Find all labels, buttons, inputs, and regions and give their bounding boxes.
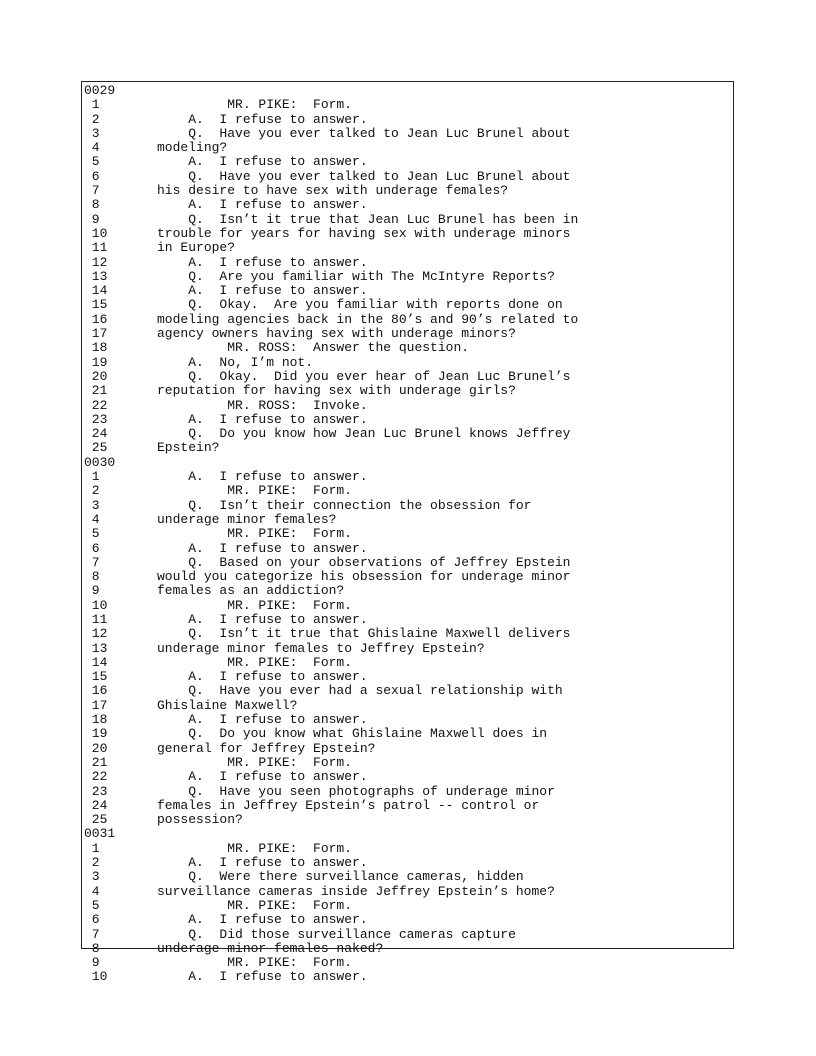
transcript-line (84, 270, 729, 284)
line-number: 21 (84, 755, 108, 770)
transcript-line (84, 942, 729, 956)
line-number: 10 (84, 598, 108, 613)
line-number: 1 (84, 841, 100, 856)
line-number: 15 (84, 298, 108, 313)
line-number: 24 (84, 798, 108, 813)
line-text: A. I refuse to answer. (118, 470, 368, 485)
transcript-line (84, 584, 729, 598)
transcript-line (84, 928, 729, 942)
line-number: 15 (84, 670, 108, 685)
page-number: 0031 (84, 827, 116, 842)
transcript-line (84, 155, 729, 169)
line-number: 25 (84, 813, 108, 828)
line-number: 4 (84, 512, 100, 527)
transcript-line (84, 670, 729, 684)
line-text: modeling agencies back in the 80’s and 90’s related to (118, 312, 579, 327)
transcript-line (84, 713, 729, 727)
line-number: 5 (84, 898, 100, 913)
line-text: A. I refuse to answer. (118, 155, 368, 170)
line-text: females as an addiction? (118, 584, 345, 599)
line-number: 21 (84, 384, 108, 399)
transcript-line (84, 113, 729, 127)
line-text: Q. Were there surveillance cameras, hidden (118, 870, 524, 885)
line-text: A. I refuse to answer. (118, 255, 368, 270)
transcript-line (84, 298, 729, 312)
line-text: Q. Isn’t it true that Ghislaine Maxwell delivers (118, 627, 571, 642)
transcript-line (84, 399, 729, 413)
transcript-line (84, 627, 729, 641)
line-number: 2 (84, 112, 100, 127)
line-number: 13 (84, 641, 108, 656)
transcript-line (84, 756, 729, 770)
line-number: 7 (84, 184, 100, 199)
line-text: underage minor females naked? (118, 941, 384, 956)
line-number: 19 (84, 727, 108, 742)
line-number: 22 (84, 398, 108, 413)
transcript-line (84, 913, 729, 927)
line-text: MR. PIKE: Form. (118, 484, 353, 499)
line-number: 3 (84, 870, 100, 885)
line-number: 18 (84, 341, 108, 356)
line-text: underage minor females? (118, 512, 337, 527)
transcript-line (84, 499, 729, 513)
line-text: MR. PIKE: Form. (118, 655, 353, 670)
line-text: A. No, I’m not. (118, 355, 314, 370)
line-text: Q. Have you ever talked to Jean Luc Brunel about (118, 169, 571, 184)
transcript-line (84, 527, 729, 541)
line-text: surveillance cameras inside Jeffrey Epstein’s home? (118, 884, 555, 899)
line-number: 4 (84, 884, 100, 899)
line-number: 23 (84, 412, 108, 427)
transcript-line (84, 513, 729, 527)
transcript-line (84, 956, 729, 970)
transcript-line (84, 256, 729, 270)
line-text: A. I refuse to answer. (118, 770, 368, 785)
line-number: 5 (84, 527, 100, 542)
line-number: 14 (84, 284, 108, 299)
line-number: 2 (84, 856, 100, 871)
transcript-line (84, 656, 729, 670)
line-text: trouble for years for having sex with underage minors (118, 226, 571, 241)
line-number: 6 (84, 913, 100, 928)
line-text: A. I refuse to answer. (118, 856, 368, 871)
line-text: Q. Okay. Are you familiar with reports done on (118, 298, 563, 313)
line-number: 18 (84, 713, 108, 728)
line-number: 8 (84, 198, 100, 213)
transcript-line (84, 856, 729, 870)
line-text: MR. ROSS: Answer the question. (118, 341, 470, 356)
line-text: Q. Isn’t their connection the obsession for (118, 498, 532, 513)
transcript-line (84, 427, 729, 441)
transcript-line (84, 127, 729, 141)
line-text: MR. PIKE: Form. (118, 755, 353, 770)
line-number: 14 (84, 655, 108, 670)
line-number: 20 (84, 741, 108, 756)
line-text: agency owners having sex with underage minors? (118, 327, 516, 342)
line-number: 12 (84, 255, 108, 270)
line-number: 3 (84, 126, 100, 141)
line-text: MR. PIKE: Form. (118, 527, 353, 542)
line-text: MR. PIKE: Form. (118, 598, 353, 613)
line-text: MR. PIKE: Form. (118, 956, 353, 971)
line-number: 20 (84, 369, 108, 384)
line-number: 7 (84, 927, 100, 942)
line-number: 12 (84, 627, 108, 642)
page-number: 0029 (84, 84, 116, 98)
line-text: females in Jeffrey Epstein’s patrol -- control or (118, 798, 540, 813)
line-text: underage minor females to Jeffrey Epstein? (118, 641, 485, 656)
transcript-body (84, 84, 729, 985)
line-text: MR. PIKE: Form. (118, 841, 353, 856)
line-number: 2 (84, 484, 100, 499)
transcript-line (84, 98, 729, 112)
transcript-line (84, 813, 729, 827)
line-number: 11 (84, 612, 108, 627)
line-text: A. I refuse to answer. (118, 913, 368, 928)
line-text: modeling? (118, 141, 228, 156)
line-number: 22 (84, 770, 108, 785)
line-number: 17 (84, 327, 108, 342)
line-text: Q. Do you know what Ghislaine Maxwell does in (118, 727, 548, 742)
line-number: 25 (84, 441, 108, 456)
page-number: 0030 (84, 455, 116, 470)
line-number: 23 (84, 784, 108, 799)
line-number: 16 (84, 312, 108, 327)
line-number: 24 (84, 427, 108, 442)
transcript-line (84, 198, 729, 212)
line-text: possession? (118, 813, 243, 828)
line-number: 8 (84, 941, 100, 956)
line-text: A. I refuse to answer. (118, 541, 368, 556)
line-number: 9 (84, 956, 100, 971)
line-number: 6 (84, 169, 100, 184)
line-text: reputation for having sex with underage girls? (118, 384, 516, 399)
transcript-line (84, 384, 729, 398)
line-text: Epstein? (118, 441, 220, 456)
transcript-line (84, 870, 729, 884)
line-text: Q. Based on your observations of Jeffrey Epstein (118, 555, 571, 570)
line-text: Q. Have you ever had a sexual relationship with (118, 684, 563, 699)
line-number: 7 (84, 555, 100, 570)
line-number: 4 (84, 141, 100, 156)
transcript-line (84, 727, 729, 741)
line-number: 13 (84, 269, 108, 284)
transcript-line (84, 613, 729, 627)
line-number: 3 (84, 498, 100, 513)
line-text: MR. PIKE: Form. (118, 98, 353, 113)
line-text: A. I refuse to answer. (118, 284, 368, 299)
transcript-line (84, 785, 729, 799)
line-number: 6 (84, 541, 100, 556)
line-text: Ghislaine Maxwell? (118, 698, 298, 713)
transcript-line (84, 542, 729, 556)
transcript-line (84, 770, 729, 784)
transcript-line (84, 370, 729, 384)
transcript-line (84, 313, 729, 327)
line-number: 19 (84, 355, 108, 370)
line-number: 9 (84, 584, 100, 599)
transcript-line (84, 441, 729, 455)
transcript-line (84, 327, 729, 341)
line-text: Q. Okay. Did you ever hear of Jean Luc Brunel’s (118, 369, 571, 384)
line-text: A. I refuse to answer. (118, 198, 368, 213)
line-text: A. I refuse to answer. (118, 612, 368, 627)
transcript-line (84, 227, 729, 241)
transcript-line (84, 642, 729, 656)
line-number: 17 (84, 698, 108, 713)
transcript-line (84, 684, 729, 698)
transcript-line (84, 899, 729, 913)
transcript-line (84, 742, 729, 756)
line-text: in Europe? (118, 241, 236, 256)
line-text: Q. Isn’t it true that Jean Luc Brunel has been in (118, 212, 579, 227)
line-number: 1 (84, 98, 100, 113)
line-text: MR. PIKE: Form. (118, 898, 353, 913)
line-number: 16 (84, 684, 108, 699)
transcript-line (84, 213, 729, 227)
line-number: 10 (84, 226, 108, 241)
transcript-line (84, 699, 729, 713)
transcript-line (84, 141, 729, 155)
transcript-line (84, 842, 729, 856)
line-text: A. I refuse to answer. (118, 970, 368, 985)
line-text: Q. Have you seen photographs of underage minor (118, 784, 555, 799)
line-text: Q. Do you know how Jean Luc Brunel knows Jeffrey (118, 427, 571, 442)
transcript-line (84, 184, 729, 198)
transcript-line (84, 599, 729, 613)
line-number: 8 (84, 570, 100, 585)
line-text: would you categorize his obsession for underage minor (118, 570, 571, 585)
transcript-line (84, 484, 729, 498)
transcript-line (84, 356, 729, 370)
line-text: MR. ROSS: Invoke. (118, 398, 368, 413)
line-number: 10 (84, 970, 108, 985)
line-text: Q. Are you familiar with The McIntyre Reports? (118, 269, 555, 284)
line-text: A. I refuse to answer. (118, 670, 368, 685)
transcript-line (84, 799, 729, 813)
transcript-line (84, 170, 729, 184)
transcript-line (84, 470, 729, 484)
transcript-line (84, 556, 729, 570)
transcript-line (84, 341, 729, 355)
line-number: 9 (84, 212, 100, 227)
line-number: 11 (84, 241, 108, 256)
line-text: Q. Did those surveillance cameras capture (118, 927, 516, 942)
transcript-line (84, 413, 729, 427)
transcript-line (84, 284, 729, 298)
transcript-line (84, 570, 729, 584)
line-text: his desire to have sex with underage females? (118, 184, 509, 199)
transcript-line (84, 970, 729, 984)
line-number: 1 (84, 470, 100, 485)
line-text: Q. Have you ever talked to Jean Luc Brunel about (118, 126, 571, 141)
transcript-line (84, 885, 729, 899)
line-text: A. I refuse to answer. (118, 112, 368, 127)
line-text: general for Jeffrey Epstein? (118, 741, 376, 756)
line-number: 5 (84, 155, 100, 170)
transcript-line (84, 241, 729, 255)
line-text: A. I refuse to answer. (118, 412, 368, 427)
line-text: A. I refuse to answer. (118, 713, 368, 728)
